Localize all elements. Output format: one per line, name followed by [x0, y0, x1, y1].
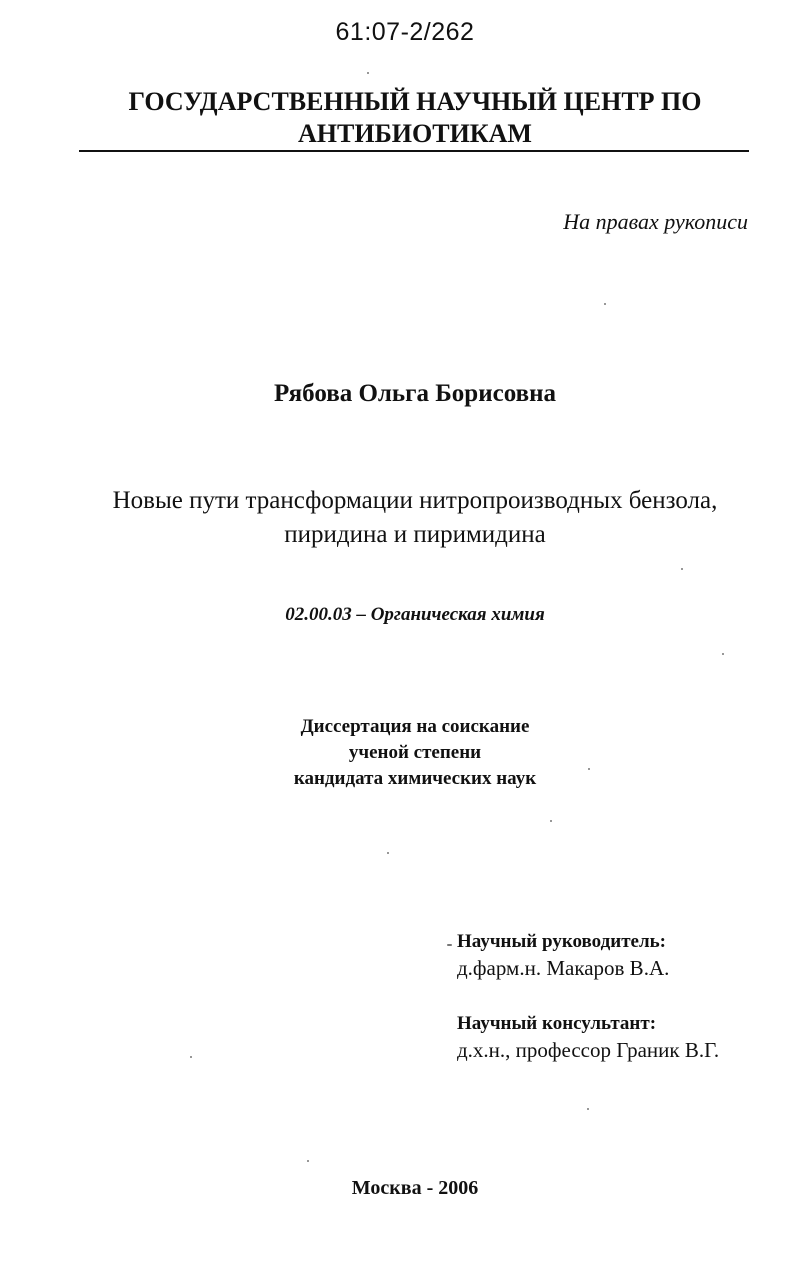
- degree-line-3: кандидата химических наук: [293, 768, 537, 789]
- consultant-role: Научный консультант:: [457, 1013, 657, 1034]
- scan-speck: [722, 653, 724, 655]
- scan-speck: [588, 768, 590, 770]
- header-divider: [79, 150, 749, 152]
- institution-line-1: ГОСУДАРСТВЕННЫЙ НАУЧНЫЙ ЦЕНТР ПО: [128, 87, 702, 116]
- scan-speck: [550, 820, 552, 822]
- specialty-code: 02.00.03 – Органическая химия: [285, 604, 545, 625]
- scan-speck: [447, 944, 452, 946]
- institution-line-2: АНТИБИОТИКАМ: [298, 119, 532, 148]
- degree-line-2: ученой степени: [348, 742, 482, 763]
- author-name: Рябова Ольга Борисовна: [274, 380, 556, 407]
- city-year: Москва - 2006: [351, 1177, 479, 1199]
- consultant-block: [457, 1012, 777, 1064]
- catalog-number: 61:07-2/262: [335, 18, 475, 46]
- scan-speck: [387, 852, 389, 854]
- thesis-title: [70, 484, 760, 552]
- manuscript-note: На правах рукописи: [563, 209, 748, 234]
- thesis-title-line-2: пиридина и пиримидина: [284, 521, 546, 548]
- supervisor-name: д.фарм.н. Макаров В.А.: [457, 956, 670, 980]
- thesis-title-line-1: Новые пути трансформации нитропроизводных бензола,: [112, 487, 718, 514]
- institution-name: [70, 86, 760, 150]
- scan-speck: [587, 1108, 589, 1110]
- degree-line-1: Диссертация на соискание: [300, 716, 530, 737]
- scan-speck: [681, 568, 683, 570]
- scan-speck: [307, 1160, 309, 1162]
- scan-speck: [604, 303, 606, 305]
- scan-speck: [367, 72, 369, 74]
- consultant-name: д.х.н., профессор Граник В.Г.: [457, 1038, 720, 1062]
- supervisor-block: [457, 930, 777, 982]
- scan-speck: [190, 1056, 192, 1058]
- supervisor-role: Научный руководитель:: [457, 931, 666, 952]
